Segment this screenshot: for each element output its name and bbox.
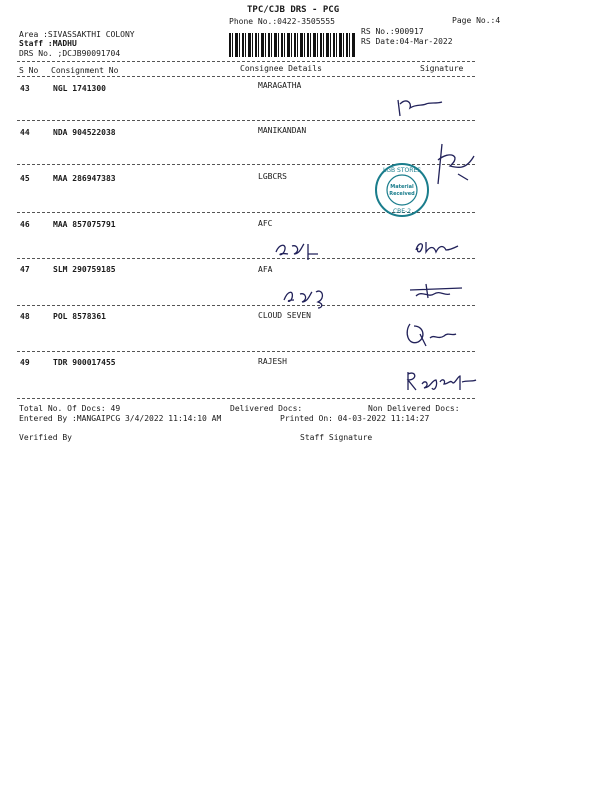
svg-text:CBE-2: CBE-2 [392, 208, 412, 215]
row-divider [17, 305, 475, 306]
non-delivered-docs: Non Delivered Docs: [368, 404, 460, 413]
row-sno: 45 [20, 174, 30, 183]
page-number: Page No.:4 [452, 16, 501, 25]
row-divider [17, 258, 475, 259]
row-consignee: RAJESH [258, 357, 287, 366]
row-consignment: POL 8578361 [53, 312, 106, 321]
printed-on: Printed On: 04-03-2022 11:14:27 [280, 414, 430, 423]
row-consignment: TDR 900017455 [53, 358, 116, 367]
row-consignee: CLOUD SEVEN [258, 311, 311, 320]
row-consignee: AFC [258, 219, 273, 228]
rs-date: RS Date:04-Mar-2022 [361, 37, 453, 46]
column-header-consignee: Consignee Details [240, 64, 322, 73]
svg-text:Material: Material [390, 184, 414, 190]
verified-by-label: Verified By [19, 433, 72, 442]
signature-scribble [428, 140, 483, 190]
document-title: TPC/CJB DRS - PCG [247, 5, 340, 15]
row-consignment: NGL 1741300 [53, 84, 106, 93]
staff-field: Staff :MADHU [19, 39, 77, 48]
row-consignment: MAA 857075791 [53, 220, 116, 229]
drs-number: DRS No. ;DCJB90091704 [19, 49, 121, 58]
row-sno: 44 [20, 128, 30, 137]
row-consignee: MANIKANDAN [258, 126, 307, 135]
row-consignment: SLM 290759185 [53, 265, 116, 274]
signature-scribble [270, 238, 325, 264]
row-consignment: MAA 286947383 [53, 174, 116, 183]
svg-text:LGB STORES: LGB STORES [383, 167, 421, 174]
row-consignee: LGBCRS [258, 172, 287, 181]
row-sno: 46 [20, 220, 30, 229]
row-sno: 47 [20, 265, 30, 274]
entered-by: Entered By :MANGAIPCG 3/4/2022 11:14:10 AM [19, 414, 222, 423]
rs-number: RS No.:900917 [361, 27, 424, 36]
staff-signature-label: Staff Signature [300, 433, 373, 442]
phone-number: Phone No.:0422-3505555 [229, 17, 335, 26]
header-divider-bottom [17, 76, 475, 77]
column-header-sno: S No [19, 66, 39, 75]
signature-scribble [400, 316, 460, 352]
header-divider-top [17, 61, 475, 62]
row-sno: 43 [20, 84, 30, 93]
row-consignee: AFA [258, 265, 273, 274]
column-header-consignment: Consignment No [51, 66, 119, 75]
signature-scribble [402, 366, 482, 396]
signature-scribble [410, 236, 465, 258]
row-sno: 48 [20, 312, 30, 321]
column-header-signature: Signature [420, 64, 464, 73]
barcode-image [229, 33, 356, 57]
signature-scribble [406, 280, 466, 302]
svg-text:Received: Received [389, 191, 415, 197]
row-consignee: MARAGATHA [258, 81, 302, 90]
table-divider-bottom [17, 398, 475, 399]
area-field: Area :SIVASSAKTHI COLONY [19, 30, 135, 39]
row-sno: 49 [20, 358, 30, 367]
signature-scribble [390, 92, 450, 122]
signature-scribble [278, 284, 333, 310]
received-stamp [374, 162, 430, 218]
delivered-docs: Delivered Docs: [230, 404, 303, 413]
total-docs: Total No. Of Docs: 49 [19, 404, 121, 413]
row-consignment: NDA 904522038 [53, 128, 116, 137]
